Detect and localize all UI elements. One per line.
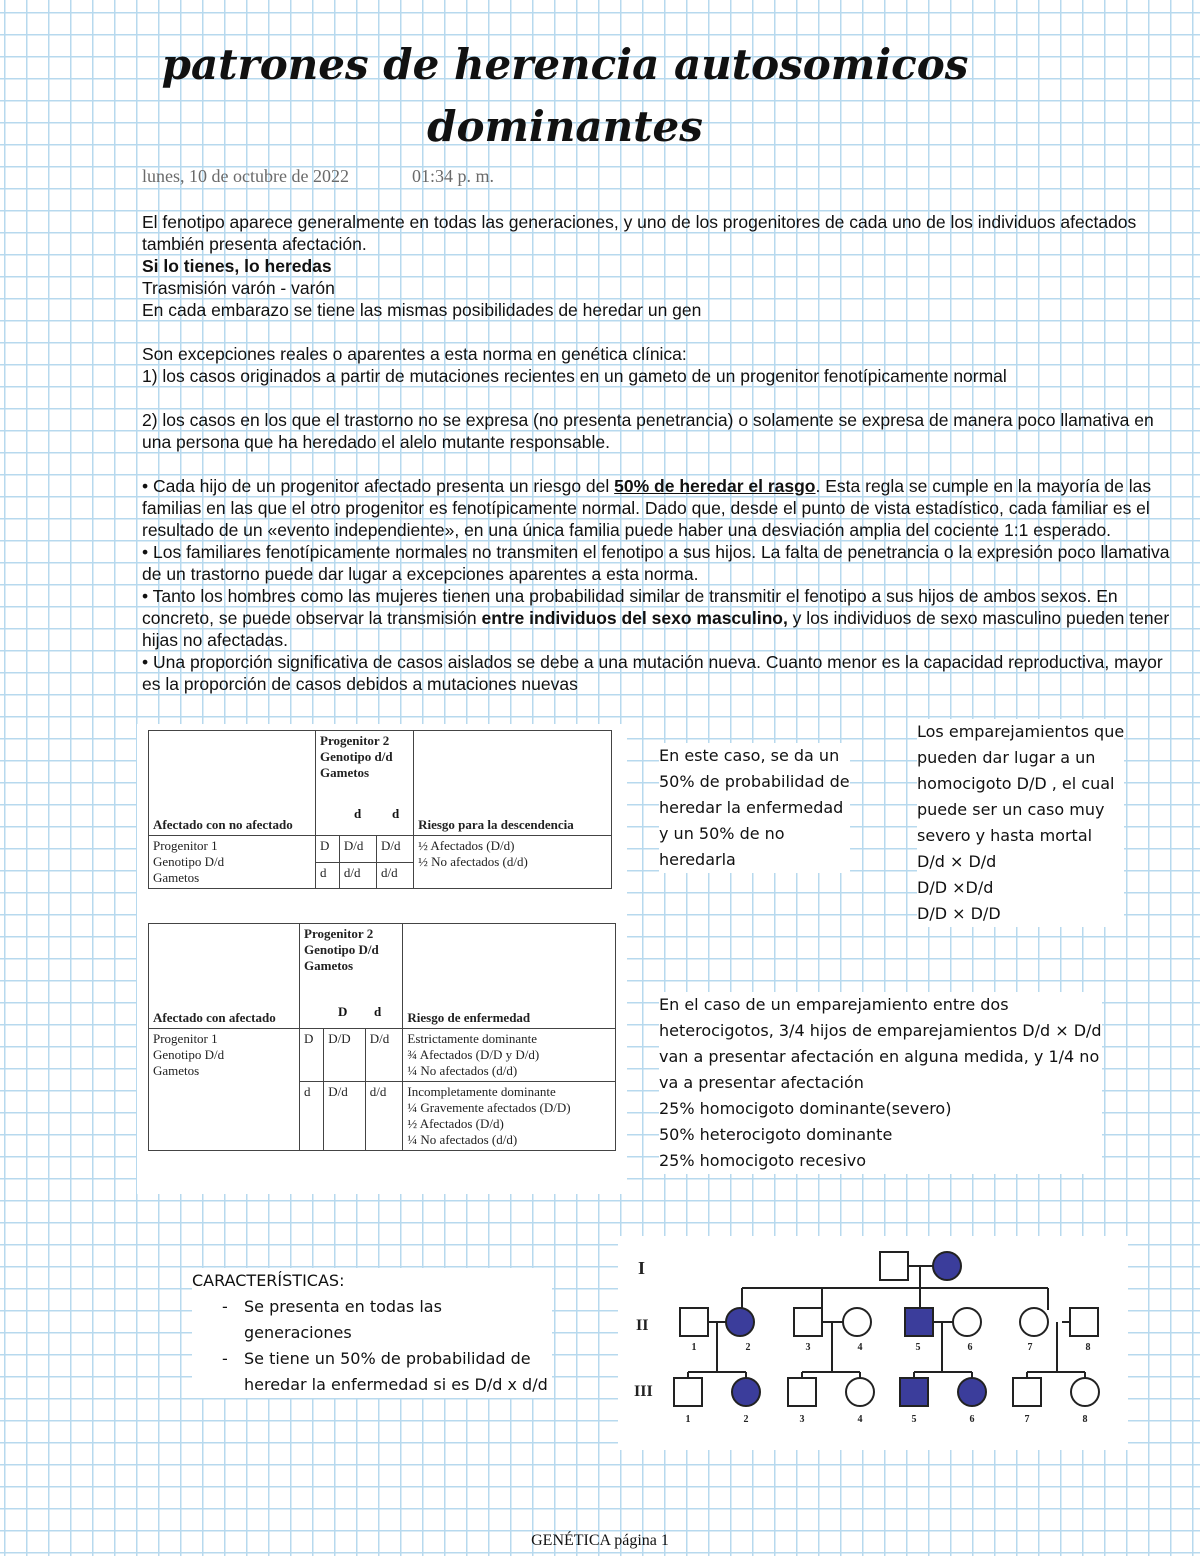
note-homozygote <box>917 719 1124 927</box>
note2-line: D/d × D/d <box>917 852 997 871</box>
pedigree-gen-label: III <box>634 1383 653 1400</box>
pedigree-number: 8 <box>1082 1414 1088 1425</box>
pedigree-female-unaffected <box>843 1308 871 1336</box>
pedigree-male-unaffected <box>680 1308 708 1336</box>
table2-risk-row1 <box>403 1029 616 1082</box>
table1-risk-affected: ½ Afectados (D/d) <box>418 838 515 853</box>
pedigree-number: 3 <box>799 1414 805 1425</box>
table1-parent1-gametes: Gametos <box>153 870 200 885</box>
note3-line: En el caso de un emparejamiento entre dos <box>659 995 1009 1014</box>
note-fifty-percent <box>659 743 850 873</box>
pedigree-male-unaffected <box>788 1378 816 1406</box>
table1-parent2-genotype: Genotipo d/d <box>320 749 393 764</box>
table2-parent1 <box>149 1029 300 1151</box>
table2-gamete-row2: d <box>300 1082 324 1151</box>
table1-gamete-row1: D <box>316 836 340 863</box>
table2-risk-affected: ¾ Afectados (D/D y D/d) <box>407 1047 540 1062</box>
pedigree-female-unaffected <box>953 1308 981 1336</box>
note2-line: puede ser un caso muy <box>917 800 1105 819</box>
pedigree-female-affected <box>933 1252 961 1280</box>
intro-paragraph: El fenotipo aparece generalmente en todas las generaciones, y uno de los progenitores de cada uno de los individuos afectados también presenta afectación. <box>142 212 1137 254</box>
pedigree-female-affected <box>732 1378 760 1406</box>
note-heterozygotes <box>659 992 1102 1174</box>
pedigree-number: 7 <box>1027 1342 1033 1353</box>
table2-risk-incomplete: Incompletamente dominante <box>407 1084 556 1099</box>
bullet-1-text: • Cada hijo de un progenitor afectado presenta un riesgo del <box>142 476 615 496</box>
table2-parent2-genotype: Genotipo D/d <box>304 942 379 957</box>
note2-line: homocigoto D/D , el cual <box>917 774 1115 793</box>
bullet-4: • Una proporción significativa de casos aislados se debe a una mutación nueva. Cuanto menor es la capacidad reproductiva, mayor es la proporción de casos debidos a mutaciones nuevas <box>142 652 1163 694</box>
pedigree-chart <box>618 1236 1128 1450</box>
pedigree-number: 3 <box>805 1342 811 1353</box>
table2-risk-row2 <box>403 1082 616 1151</box>
exception-1: 1) los casos originados a partir de mutaciones recientes en un gameto de un progenitor fenotípicamente normal <box>142 366 1007 386</box>
bullet-3-rest: y los individuos de sexo masculino pueden tener hijas no afectadas. <box>142 608 1170 650</box>
note-time: 01:34 p. m. <box>412 166 495 186</box>
table2-risk-severe: ¼ Gravemente afectados (D/D) <box>407 1100 571 1115</box>
pedigree-male-unaffected <box>880 1252 908 1280</box>
table1-gamete-d1: d <box>354 806 362 821</box>
note3-line: 25% homocigoto dominante(severo) <box>659 1099 952 1118</box>
pedigree-number: 5 <box>915 1342 921 1353</box>
table1-gamete-d2: d <box>392 806 400 821</box>
title-line-2: dominantes <box>427 102 703 151</box>
note1-line: En este caso, se da un <box>659 746 840 765</box>
note1-line: heredar la enfermedad <box>659 798 844 817</box>
table2-cell: D/d <box>324 1082 365 1151</box>
exceptions-intro: Son excepciones reales o aparentes a esta norma en genética clínica: <box>142 344 687 364</box>
features-box <box>192 1268 552 1398</box>
pedigree-female-unaffected <box>846 1378 874 1406</box>
feature-item: - Se presenta en todas las generaciones <box>244 1294 552 1346</box>
table2-risk-unaffected-2: ¼ No afectados (d/d) <box>407 1132 518 1147</box>
pedigree-gen-label: II <box>636 1317 649 1334</box>
bullet-2: • Los familiares fenotípicamente normales no transmiten el fenotipo a sus hijos. La falta de penetrancia o la expresión poco llamativa de un trastorno puede dar lugar a excepciones aparentes a esta norma. <box>142 542 1170 584</box>
feature-item: - Se tiene un 50% de probabilidad de heredar la enfermedad si es D/d x d/d <box>244 1346 552 1398</box>
note3-line: va a presentar afectación <box>659 1073 864 1092</box>
note3-line: 50% heterocigoto dominante <box>659 1125 893 1144</box>
pedigree-male-affected <box>900 1378 928 1406</box>
table1-parent2-gametes: Gametos <box>320 765 370 780</box>
page-footer: GENÉTICA página 1 <box>531 1532 669 1549</box>
pedigree-female-unaffected <box>1071 1378 1099 1406</box>
note1-line: 50% de probabilidad de <box>659 772 850 791</box>
table1-risk <box>414 836 612 889</box>
pedigree-number: 2 <box>745 1342 751 1353</box>
table2-parent2-label: Progenitor 2 <box>304 926 374 941</box>
table1-risk-unaffected: ½ No afectados (d/d) <box>418 854 528 869</box>
intro-emphasis: Si lo tienes, lo heredas <box>142 256 332 276</box>
intro-transmission: Trasmisión varón - varón <box>142 278 335 298</box>
features-heading: CARACTERÍSTICAS: <box>192 1271 345 1290</box>
intro-pregnancy: En cada embarazo se tiene las mismas posibilidades de heredar un gen <box>142 300 702 320</box>
table1-cell: D/d <box>339 836 376 863</box>
bullet-1 <box>142 475 1172 541</box>
pedigree-number: 6 <box>969 1414 975 1425</box>
pedigree-number: 1 <box>691 1342 697 1353</box>
table2-parent1-label: Progenitor 1 <box>153 1031 218 1046</box>
table2-parent2 <box>300 924 403 1029</box>
note3-line: van a presentar afectación en alguna medida, y 1/4 no <box>659 1047 1100 1066</box>
pedigree-female-unaffected <box>1020 1308 1048 1336</box>
punnett-table-affected-affected <box>148 923 616 1151</box>
bullet-3 <box>142 585 1172 651</box>
table1-parent1-label: Progenitor 1 <box>153 838 218 853</box>
pedigree-number: 1 <box>685 1414 691 1425</box>
note3-line: 25% homocigoto recesivo <box>659 1151 867 1170</box>
note2-line: severo y hasta mortal <box>917 826 1093 845</box>
note1-line: heredarla <box>659 850 736 869</box>
table1-risk-header: Riesgo para la descendencia <box>414 731 612 836</box>
table2-risk-affected-2: ½ Afectados (D/d) <box>407 1116 504 1131</box>
table2-gamete-row1: D <box>300 1029 324 1082</box>
table1-parent1-genotype: Genotipo D/d <box>153 854 225 869</box>
pedigree-male-unaffected <box>794 1308 822 1336</box>
bullet-1-bold: 50% de heredar el rasgo <box>614 476 816 496</box>
pedigree-female-affected <box>726 1308 754 1336</box>
exception-2: 2) los casos en los que el trastorno no se expresa (no presenta penetrancia) o solamente se expresa de manera poco llamativa en una persona que ha heredado el alelo mutante responsable. <box>142 410 1154 452</box>
page-title <box>0 34 1130 158</box>
bullet-3-bold: entre individuos del sexo masculino, <box>481 608 788 628</box>
pedigree-number: 6 <box>967 1342 973 1353</box>
table2-cell: D/d <box>365 1029 403 1082</box>
pedigree-male-affected <box>905 1308 933 1336</box>
table2-cell: D/D <box>324 1029 365 1082</box>
table2-corner: Afectado con afectado <box>149 924 300 1029</box>
table1-gamete-row2: d <box>316 862 340 889</box>
table2-risk-header: Riesgo de enfermedad <box>403 924 616 1029</box>
body-text <box>142 211 1172 695</box>
pedigree-number: 7 <box>1024 1414 1030 1425</box>
table2-parent1-genotype: Genotipo D/d <box>153 1047 225 1062</box>
table1-cell: D/d <box>376 836 413 863</box>
pedigree-gen-label: I <box>638 1258 646 1278</box>
pedigree-number: 4 <box>857 1342 863 1353</box>
pedigree-number: 2 <box>743 1414 749 1425</box>
table1-cell: d/d <box>339 862 376 889</box>
table2-gamete-d: d <box>374 1004 382 1019</box>
table1-corner: Afectado con no afectado <box>149 731 316 836</box>
table2-parent1-gametes: Gametos <box>153 1063 200 1078</box>
pedigree-male-unaffected <box>674 1378 702 1406</box>
pedigree-number: 8 <box>1085 1342 1091 1353</box>
bullet-1-rest: . Esta regla se cumple en la mayoría de las familias en las que el otro progenitor es fenotípicamente normal. Dado que, desde el punto de vista estadístico, cada familiar es el resultado de un «evento independiente», en una única familia puede haber una desviación amplia del cociente 1:1 esperado. <box>142 476 1152 540</box>
table2-risk-strict: Estrictamente dominante <box>407 1031 537 1046</box>
table2-risk-unaffected: ¼ No afectados (d/d) <box>407 1063 518 1078</box>
note1-line: y un 50% de no <box>659 824 785 843</box>
note2-line: D/D × D/D <box>917 904 1001 923</box>
note2-line: D/D ×D/d <box>917 878 994 897</box>
pedigree-number: 4 <box>857 1414 863 1425</box>
table1-parent2-label: Progenitor 2 <box>320 733 390 748</box>
table2-parent2-gametes: Gametos <box>304 958 354 973</box>
pedigree-number: 5 <box>911 1414 917 1425</box>
bullet-3-text: • Tanto los hombres como las mujeres tienen una probabilidad similar de transmitir el fenotipo a sus hijos de ambos sexos. En concreto, se puede observar la transmisión <box>142 586 1118 628</box>
note2-line: Los emparejamientos que <box>917 722 1125 741</box>
pedigree-male-unaffected <box>1013 1378 1041 1406</box>
pedigree-female-affected <box>958 1378 986 1406</box>
table1-cell: d/d <box>376 862 413 889</box>
note2-line: pueden dar lugar a un <box>917 748 1096 767</box>
punnett-table-affected-unaffected <box>148 730 612 889</box>
table2-cell: d/d <box>365 1082 403 1151</box>
title-line-1: patrones de herencia autosomicos <box>161 40 969 89</box>
note3-line: heterocigotos, 3/4 hijos de emparejamientos D/d × D/d <box>659 1021 1102 1040</box>
note-date: lunes, 10 de octubre de 2022 <box>142 166 349 186</box>
pedigree-male-unaffected <box>1070 1308 1098 1336</box>
table2-gamete-D: D <box>338 1004 348 1019</box>
table1-parent1 <box>149 836 316 889</box>
